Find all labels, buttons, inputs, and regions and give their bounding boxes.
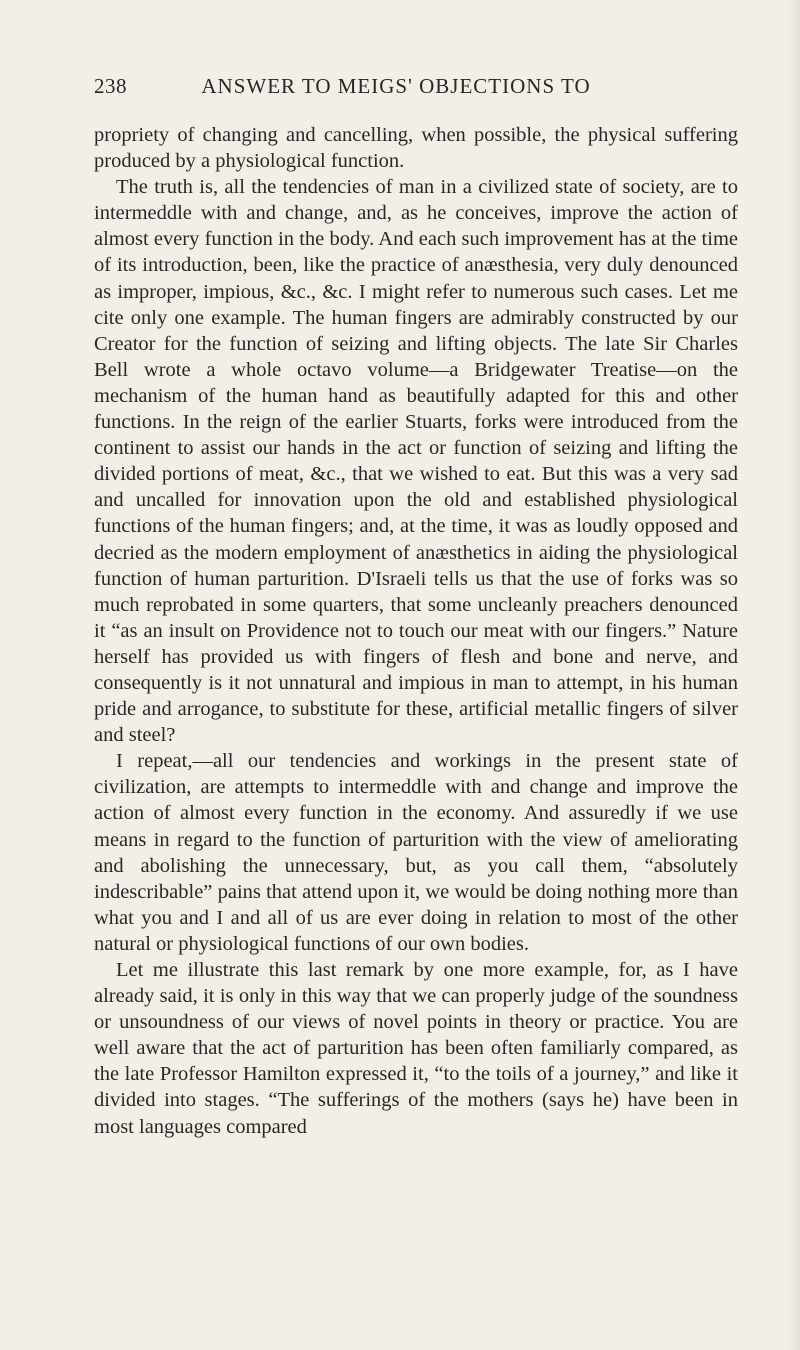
- paragraph: The truth is, all the tendencies of man in a civilized state of society, are to intermeddle with and change, and, as he conceives, improve the action of almost every function in the body. And each such improvement has at the time of its introduction, been, like the practice of anæsthesia, very duly denounced as improper, impious, &c., &c. I might refer to numerous such cases. Let me cite only one example. The human fingers are admirably constructed by our Creator for the function of seizing and lifting objects. The late Sir Charles Bell wrote a whole octavo volume—a Bridgewater Treatise—on the mechanism of the human hand as beautifully adapted for this and other functions. In the reign of the earlier Stuarts, forks were introduced from the continent to assist our hands in the act or function of seizing and lifting the divided portions of meat, &c., that we wished to eat. But this was a very sad and uncalled for innovation upon the old and established physiological functions of the human fingers; and, at the time, it was as loudly opposed and decried as the modern employment of anæsthetics in aiding the physiological function of human parturition. D'Israeli tells us that the use of forks was so much reprobated in some quarters, that some uncleanly preachers denounced it “as an insult on Providence not to touch our meat with our fingers.” Nature herself has provided us with fingers of flesh and bone and nerve, and consequently is it not unnatural and impious in man to attempt, in his human pride and arrogance, to substitute for these, artificial metallic fingers of silver and steel?: [94, 176, 738, 747]
- paragraph: I repeat,—all our tendencies and workings in the present state of civilization, are attempts to intermeddle with and change and improve the action of almost every function in the economy. And assuredly if we use means in regard to the function of parturition with the view of ameliorating and abolishing the unnecessary, but, as you call them, “absolutely indescribable” pains that attend upon it, we would be doing nothing more than what you and I and all of us are ever doing in relation to most of the other natural or physiological functions of our own bodies.: [94, 750, 738, 955]
- running-header: [94, 74, 738, 108]
- body-text: [94, 122, 738, 1140]
- paragraph-continued: propriety of changing and cancelling, when possible, the physical suffering produced by a physiological function.: [94, 124, 738, 173]
- paragraph: Let me illustrate this last remark by one more example, for, as I have already said, it is only in this way that we can properly judge of the soundness or unsoundness of our views of novel points in theory or practice. You are well aware that the act of parturition has been often familiarly compared, as the late Professor Hamilton expressed it, “to the toils of a journey,” and like it divided into stages. “The sufferings of the mothers (says he) have been in most languages compared: [94, 959, 738, 1138]
- page-edge-shadow: [786, 0, 800, 1350]
- running-title: ANSWER TO MEIGS' OBJECTIONS TO: [201, 74, 591, 98]
- page-number: 238: [94, 74, 127, 98]
